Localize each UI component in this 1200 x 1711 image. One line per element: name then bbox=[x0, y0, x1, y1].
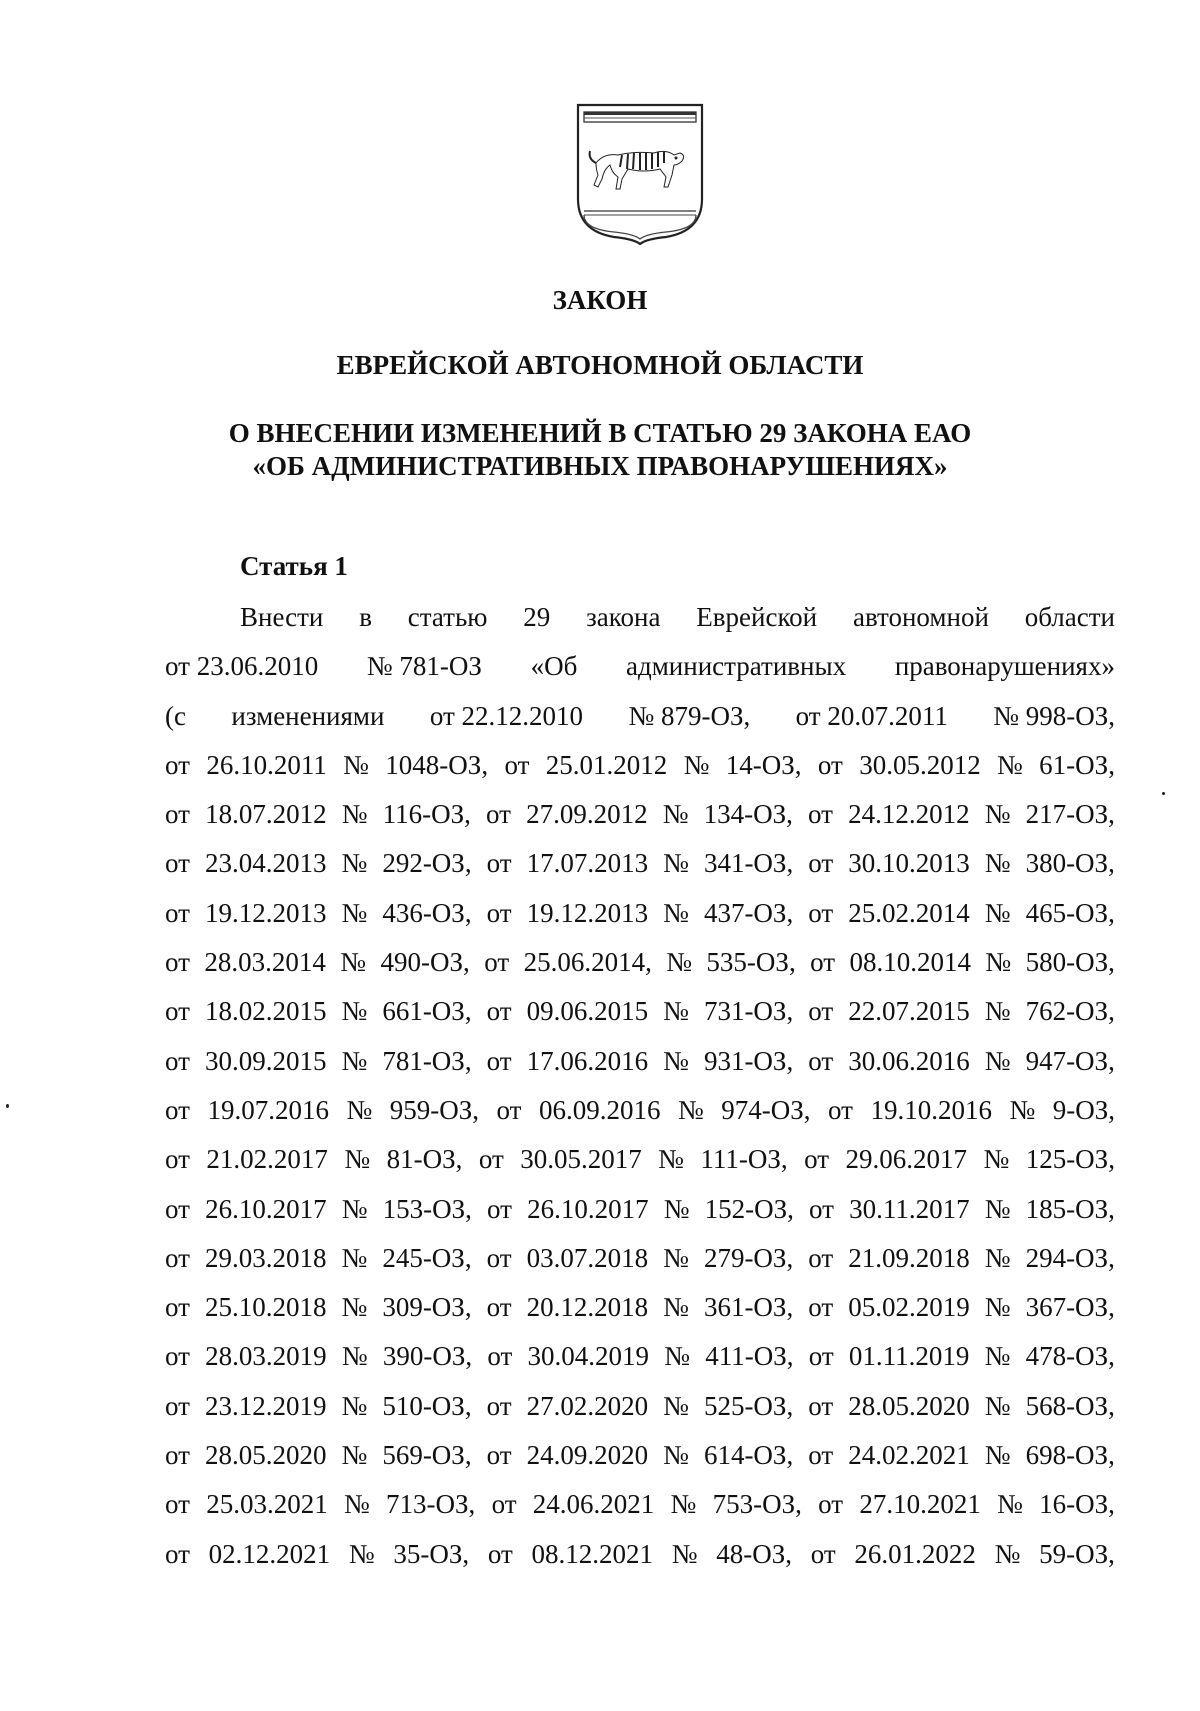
word: 08.10.2014 bbox=[849, 947, 971, 978]
word: 05.02.2019 bbox=[848, 1292, 970, 1323]
word: 309-ОЗ, bbox=[382, 1292, 472, 1323]
word: № bbox=[663, 1440, 689, 1471]
word: 24.02.2021 bbox=[848, 1440, 970, 1471]
word: административных bbox=[626, 651, 847, 682]
word: от bbox=[478, 1144, 504, 1175]
word: 19.10.2016 bbox=[870, 1094, 992, 1125]
word: 731-ОЗ, bbox=[703, 996, 794, 1027]
word: № bbox=[997, 749, 1023, 780]
word: от bbox=[486, 1292, 512, 1323]
word: от bbox=[165, 1440, 190, 1471]
text-line bbox=[165, 642, 1115, 691]
word: 490-ОЗ, bbox=[380, 947, 470, 978]
word: 27.02.2020 bbox=[526, 1390, 649, 1421]
text-line bbox=[165, 1283, 1115, 1332]
word: 279-ОЗ, bbox=[703, 1242, 794, 1273]
word: от bbox=[485, 799, 511, 830]
word: от bbox=[491, 1489, 517, 1520]
article-body bbox=[165, 593, 1115, 1579]
word: 35-ОЗ, bbox=[393, 1538, 470, 1569]
word: от bbox=[504, 749, 530, 780]
word: № bbox=[984, 1292, 1011, 1323]
word: от bbox=[486, 897, 512, 928]
text-line bbox=[165, 593, 1115, 642]
law-title bbox=[0, 417, 1200, 483]
word: 134-ОЗ, bbox=[703, 799, 793, 830]
word: от bbox=[486, 1045, 512, 1076]
word: № bbox=[341, 1242, 368, 1273]
word: 947-ОЗ, bbox=[1025, 1045, 1115, 1076]
word: от bbox=[487, 1193, 512, 1224]
word: от bbox=[486, 996, 512, 1027]
word: от bbox=[165, 848, 190, 879]
word: закона bbox=[586, 602, 661, 632]
word: 116-ОЗ, bbox=[382, 799, 471, 830]
word: 21.09.2018 bbox=[848, 1242, 970, 1273]
word: от bbox=[817, 749, 843, 780]
word: 25.06.2014, bbox=[523, 947, 652, 978]
word: 931-ОЗ, bbox=[703, 1045, 794, 1076]
word: от bbox=[165, 1144, 190, 1175]
word: от bbox=[804, 1144, 830, 1175]
word: от 22.12.2010 bbox=[429, 700, 584, 731]
word: 437-ОЗ, bbox=[703, 897, 794, 928]
word: от bbox=[165, 1045, 190, 1076]
word: 19.12.2013 bbox=[526, 897, 649, 928]
word: 341-ОЗ, bbox=[703, 848, 794, 879]
word: № bbox=[341, 897, 368, 928]
word: от bbox=[487, 1341, 513, 1372]
word: 153-ОЗ, bbox=[382, 1193, 472, 1224]
word: 1048-ОЗ, bbox=[385, 749, 489, 780]
word: 59-ОЗ, bbox=[1039, 1538, 1115, 1569]
word: от bbox=[808, 1242, 834, 1273]
word: 26.01.2022 bbox=[854, 1538, 976, 1569]
word: 361-ОЗ, bbox=[703, 1292, 794, 1323]
word: № bbox=[346, 1094, 373, 1125]
word: № bbox=[985, 947, 1012, 978]
word: 01.11.2019 bbox=[848, 1341, 970, 1372]
word: № bbox=[341, 799, 368, 830]
word: 111-ОЗ, bbox=[700, 1144, 788, 1175]
text-line bbox=[165, 1086, 1115, 1135]
word: от bbox=[165, 1292, 190, 1323]
word: (с bbox=[165, 700, 186, 731]
word: № bbox=[671, 1538, 698, 1569]
text-line bbox=[165, 1234, 1115, 1283]
word: № bbox=[663, 897, 689, 928]
word: 29 bbox=[523, 602, 551, 632]
word: 14-ОЗ, bbox=[725, 749, 802, 780]
word: № bbox=[343, 749, 369, 780]
word: № bbox=[983, 1144, 1010, 1175]
word: 27.10.2021 bbox=[859, 1489, 981, 1520]
word: № bbox=[658, 1144, 684, 1175]
word: № 998-ОЗ, bbox=[993, 700, 1115, 731]
word: № bbox=[984, 1242, 1011, 1273]
word: 30.09.2015 bbox=[204, 1045, 327, 1076]
text-line bbox=[165, 1431, 1115, 1480]
word: № bbox=[341, 1193, 368, 1224]
word: в bbox=[359, 602, 372, 632]
word: 26.10.2017 bbox=[205, 1193, 327, 1224]
text-line bbox=[165, 938, 1115, 987]
word: № bbox=[984, 897, 1011, 928]
text-line bbox=[165, 889, 1115, 938]
scan-speck bbox=[6, 1104, 9, 1108]
word: 478-ОЗ, bbox=[1025, 1341, 1115, 1372]
word: 294-ОЗ, bbox=[1025, 1242, 1115, 1273]
word: № 879-ОЗ, bbox=[628, 700, 751, 731]
text-line bbox=[165, 1382, 1115, 1431]
word: 568-ОЗ, bbox=[1025, 1390, 1115, 1421]
word: 06.09.2016 bbox=[538, 1094, 661, 1125]
word: 18.07.2012 bbox=[205, 799, 327, 830]
law-title-line-2: «ОБ АДМИНИСТРАТИВНЫХ ПРАВОНАРУШЕНИЯХ» bbox=[252, 451, 948, 481]
word: 465-ОЗ, bbox=[1025, 897, 1115, 928]
word: № bbox=[344, 1144, 371, 1175]
word: 292-ОЗ, bbox=[382, 848, 472, 879]
text-line bbox=[165, 1135, 1115, 1184]
word: от bbox=[165, 1242, 190, 1273]
text-line bbox=[165, 1480, 1115, 1529]
word: от bbox=[828, 1094, 853, 1125]
word: 781-ОЗ, bbox=[382, 1045, 472, 1076]
word: 28.05.2020 bbox=[848, 1390, 970, 1421]
word: от bbox=[818, 1489, 844, 1520]
word: 245-ОЗ, bbox=[382, 1242, 472, 1273]
word: 24.06.2021 bbox=[532, 1489, 655, 1520]
word: от bbox=[165, 799, 190, 830]
word: 753-ОЗ, bbox=[712, 1489, 802, 1520]
tiger-coat-of-arms-icon bbox=[574, 103, 706, 245]
word: 24.09.2020 bbox=[526, 1440, 649, 1471]
word: 61-ОЗ, bbox=[1039, 749, 1115, 780]
document-type-heading: ЗАКОН bbox=[552, 285, 648, 315]
word: 25.02.2014 bbox=[848, 897, 970, 928]
text-line bbox=[165, 692, 1115, 741]
word: № 781-ОЗ bbox=[366, 651, 482, 682]
word: 762-ОЗ, bbox=[1025, 996, 1115, 1027]
word: № bbox=[984, 799, 1011, 830]
word: 16-ОЗ, bbox=[1039, 1489, 1115, 1520]
word: 713-ОЗ, bbox=[386, 1489, 476, 1520]
word: от bbox=[810, 947, 836, 978]
word: 535-ОЗ, bbox=[706, 947, 796, 978]
word: Еврейской bbox=[696, 602, 818, 632]
word: от bbox=[165, 1390, 190, 1421]
text-line bbox=[165, 987, 1115, 1036]
word: № bbox=[663, 1390, 689, 1421]
word: 03.07.2018 bbox=[526, 1242, 649, 1273]
word: от bbox=[487, 1538, 513, 1569]
word: 29.03.2018 bbox=[204, 1242, 327, 1273]
text-line bbox=[165, 1332, 1115, 1381]
text-line bbox=[165, 790, 1115, 839]
word: от 20.07.2011 bbox=[795, 700, 948, 731]
word: от bbox=[808, 1045, 834, 1076]
text-line bbox=[165, 1037, 1115, 1086]
region-heading: ЕВРЕЙСКОЙ АВТОНОМНОЙ ОБЛАСТИ bbox=[336, 350, 864, 380]
word: № bbox=[984, 1440, 1011, 1471]
word: 02.12.2021 bbox=[208, 1538, 331, 1569]
text-line bbox=[165, 1530, 1115, 1579]
word: 9-ОЗ, bbox=[1052, 1094, 1115, 1125]
word: 411-ОЗ, bbox=[705, 1341, 794, 1372]
word: 25.03.2021 bbox=[206, 1489, 328, 1520]
word: от bbox=[486, 1390, 512, 1421]
article-title: Статья 1 bbox=[240, 551, 348, 581]
word: № bbox=[663, 1242, 689, 1273]
word: № bbox=[341, 1390, 368, 1421]
word: от bbox=[165, 1489, 190, 1520]
word: № bbox=[683, 749, 710, 780]
word: № bbox=[997, 1489, 1023, 1520]
word: 08.12.2021 bbox=[531, 1538, 654, 1569]
word: № bbox=[343, 1489, 370, 1520]
word: от bbox=[165, 897, 190, 928]
text-line bbox=[165, 1185, 1115, 1234]
word: от bbox=[165, 749, 190, 780]
word: от bbox=[808, 1440, 834, 1471]
word: от bbox=[810, 1538, 836, 1569]
word: 24.12.2012 bbox=[848, 799, 970, 830]
word: 19.07.2016 bbox=[207, 1094, 329, 1125]
word: от bbox=[807, 799, 833, 830]
word: 959-ОЗ, bbox=[389, 1094, 479, 1125]
word: 580-ОЗ, bbox=[1025, 947, 1115, 978]
word: № bbox=[663, 1292, 689, 1323]
word: № bbox=[341, 1440, 368, 1471]
word: 27.09.2012 bbox=[526, 799, 648, 830]
word: № bbox=[341, 1292, 368, 1323]
word: 18.02.2015 bbox=[204, 996, 327, 1027]
word: № bbox=[664, 1341, 691, 1372]
text-line bbox=[165, 839, 1115, 888]
word: 30.06.2016 bbox=[848, 1045, 970, 1076]
word: № bbox=[663, 848, 689, 879]
word: 569-ОЗ, bbox=[382, 1440, 472, 1471]
word: № bbox=[994, 1538, 1021, 1569]
word: 28.05.2020 bbox=[204, 1440, 327, 1471]
word: № bbox=[348, 1538, 375, 1569]
word: 26.10.2011 bbox=[206, 749, 327, 780]
word: 20.12.2018 bbox=[526, 1292, 649, 1323]
word: № bbox=[984, 848, 1011, 879]
word: 23.12.2019 bbox=[204, 1390, 327, 1421]
word: 30.05.2017 bbox=[520, 1144, 642, 1175]
word: от bbox=[486, 1440, 512, 1471]
word: № bbox=[341, 1045, 368, 1076]
word: 510-ОЗ, bbox=[382, 1390, 472, 1421]
word: № bbox=[1009, 1094, 1036, 1125]
law-title-line-1: О ВНЕСЕНИИ ИЗМЕНЕНИЙ В СТАТЬЮ 29 ЗАКОНА ЕАО bbox=[228, 418, 972, 448]
word: 48-ОЗ, bbox=[716, 1538, 793, 1569]
word: № bbox=[670, 1489, 697, 1520]
word: № bbox=[984, 996, 1011, 1027]
word: 185-ОЗ, bbox=[1025, 1193, 1115, 1224]
word: 614-ОЗ, bbox=[703, 1440, 794, 1471]
word: области bbox=[1024, 602, 1115, 632]
word: 25.01.2012 bbox=[545, 749, 668, 780]
word: № bbox=[984, 1193, 1011, 1224]
word: 30.05.2012 bbox=[859, 749, 981, 780]
word: от bbox=[165, 1193, 190, 1224]
word: № bbox=[663, 1193, 690, 1224]
word: 29.06.2017 bbox=[845, 1144, 968, 1175]
word: 380-ОЗ, bbox=[1025, 848, 1115, 879]
word: № bbox=[341, 848, 368, 879]
word: № bbox=[663, 1045, 689, 1076]
word: статью bbox=[407, 602, 488, 632]
word: от bbox=[165, 1094, 190, 1125]
word: 974-ОЗ, bbox=[721, 1094, 811, 1125]
word: № bbox=[984, 1390, 1011, 1421]
word: 698-ОЗ, bbox=[1025, 1440, 1115, 1471]
word: от bbox=[808, 1390, 834, 1421]
word: 30.11.2017 bbox=[849, 1193, 970, 1224]
text-line bbox=[165, 741, 1115, 790]
word: 125-ОЗ, bbox=[1025, 1144, 1115, 1175]
word: 525-ОЗ, bbox=[703, 1390, 794, 1421]
word: от bbox=[486, 848, 512, 879]
word: 17.06.2016 bbox=[526, 1045, 649, 1076]
word: 25.10.2018 bbox=[204, 1292, 327, 1323]
word: от bbox=[808, 848, 834, 879]
word: от bbox=[808, 1341, 834, 1372]
word: от bbox=[486, 1242, 512, 1273]
word: 17.07.2013 bbox=[526, 848, 649, 879]
word: от bbox=[496, 1094, 522, 1125]
word: от bbox=[165, 1341, 190, 1372]
word: «Об bbox=[530, 651, 578, 682]
word: № bbox=[341, 996, 368, 1027]
word: от 23.06.2010 bbox=[165, 651, 319, 682]
word: 661-ОЗ, bbox=[382, 996, 472, 1027]
word: № bbox=[666, 947, 692, 978]
word: 22.07.2015 bbox=[848, 996, 970, 1027]
word: изменениями bbox=[231, 700, 385, 731]
word: 28.03.2014 bbox=[204, 947, 326, 978]
word: № bbox=[984, 1045, 1011, 1076]
word: 09.06.2015 bbox=[526, 996, 649, 1027]
word: от bbox=[484, 947, 510, 978]
word: № bbox=[662, 799, 689, 830]
word: 26.10.2017 bbox=[527, 1193, 649, 1224]
word: Внести bbox=[240, 602, 324, 632]
word: от bbox=[808, 897, 834, 928]
word: от bbox=[808, 996, 834, 1027]
word: от bbox=[809, 1193, 834, 1224]
word: от bbox=[808, 1292, 834, 1323]
word: от bbox=[165, 1538, 190, 1569]
word: № bbox=[340, 947, 367, 978]
word: автономной bbox=[852, 602, 989, 632]
word: № bbox=[984, 1341, 1011, 1372]
word: № bbox=[341, 1341, 368, 1372]
word: 367-ОЗ, bbox=[1025, 1292, 1115, 1323]
word: 390-ОЗ, bbox=[382, 1341, 473, 1372]
word: 30.10.2013 bbox=[848, 848, 970, 879]
word: № bbox=[663, 996, 689, 1027]
word: 21.02.2017 bbox=[206, 1144, 328, 1175]
word: 30.04.2019 bbox=[527, 1341, 650, 1372]
word: 28.03.2019 bbox=[205, 1341, 327, 1372]
word: 81-ОЗ, bbox=[386, 1144, 463, 1175]
scan-speck bbox=[1162, 792, 1165, 795]
word: 436-ОЗ, bbox=[382, 897, 472, 928]
word: 23.04.2013 bbox=[204, 848, 327, 879]
word: 152-ОЗ, bbox=[704, 1193, 794, 1224]
word: 19.12.2013 bbox=[204, 897, 327, 928]
word: от bbox=[165, 947, 190, 978]
word: от bbox=[165, 996, 190, 1027]
word: 217-ОЗ, bbox=[1025, 799, 1115, 830]
word: № bbox=[677, 1094, 704, 1125]
word: правонарушениях» bbox=[894, 651, 1115, 682]
